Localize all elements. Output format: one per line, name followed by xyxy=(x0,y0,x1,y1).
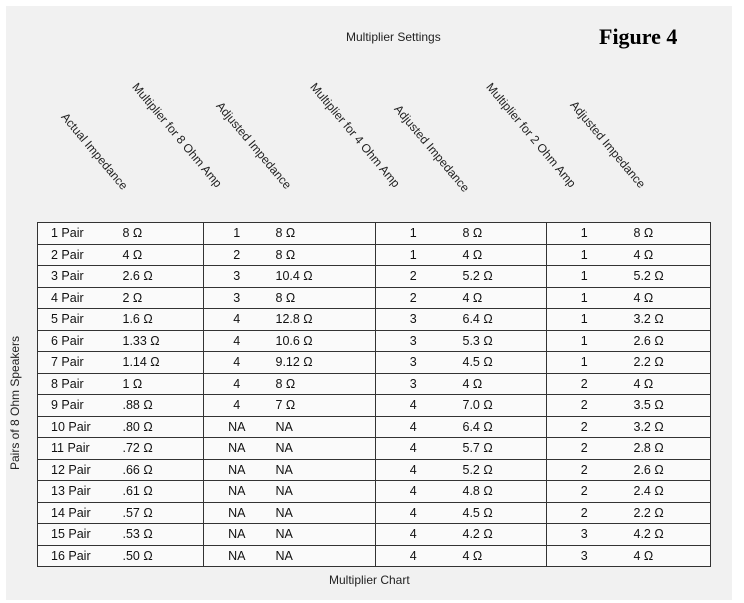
table-row xyxy=(38,330,711,352)
multiplier-8-ohm-cell: NA xyxy=(204,545,270,567)
header-multiplier-8-ohm: Multiplier for 8 Ohm Amp xyxy=(129,80,225,191)
adjusted-impedance-8-ohm-cell: NA xyxy=(270,481,376,503)
pair-count-cell: 8 Pair xyxy=(38,373,117,395)
adjusted-impedance-4-ohm-cell: 4 Ω xyxy=(451,287,547,309)
table-row xyxy=(38,352,711,374)
adjusted-impedance-8-ohm-cell: 7 Ω xyxy=(270,395,376,417)
adjusted-impedance-8-ohm-cell: 8 Ω xyxy=(270,287,376,309)
adjusted-impedance-2-ohm-cell: 8 Ω xyxy=(622,223,711,245)
adjusted-impedance-4-ohm-cell: 5.2 Ω xyxy=(451,266,547,288)
multiplier-8-ohm-cell: 4 xyxy=(204,309,270,331)
table-row xyxy=(38,223,711,245)
pair-count-cell: 16 Pair xyxy=(38,545,117,567)
table-row xyxy=(38,287,711,309)
actual-impedance-cell: .88 Ω xyxy=(117,395,204,417)
adjusted-impedance-4-ohm-cell: 6.4 Ω xyxy=(451,416,547,438)
actual-impedance-cell: .66 Ω xyxy=(117,459,204,481)
adjusted-impedance-8-ohm-cell: NA xyxy=(270,416,376,438)
pair-count-cell: 11 Pair xyxy=(38,438,117,460)
multiplier-2-ohm-cell: 2 xyxy=(547,481,622,503)
pair-count-cell: 12 Pair xyxy=(38,459,117,481)
chart-caption: Multiplier Chart xyxy=(329,573,410,587)
multiplier-4-ohm-cell: 4 xyxy=(376,502,451,524)
multiplier-4-ohm-cell: 3 xyxy=(376,309,451,331)
figure-label: Figure 4 xyxy=(599,24,678,49)
multiplier-8-ohm-cell: 2 xyxy=(204,244,270,266)
multiplier-4-ohm-cell: 4 xyxy=(376,459,451,481)
adjusted-impedance-8-ohm-cell: 8 Ω xyxy=(270,373,376,395)
table-row xyxy=(38,459,711,481)
pair-count-cell: 9 Pair xyxy=(38,395,117,417)
multiplier-8-ohm-cell: NA xyxy=(204,481,270,503)
multiplier-4-ohm-cell: 4 xyxy=(376,438,451,460)
adjusted-impedance-8-ohm-cell: 9.12 Ω xyxy=(270,352,376,374)
adjusted-impedance-4-ohm-cell: 7.0 Ω xyxy=(451,395,547,417)
table-row xyxy=(38,416,711,438)
multiplier-8-ohm-cell: NA xyxy=(204,502,270,524)
multiplier-8-ohm-cell: 3 xyxy=(204,287,270,309)
adjusted-impedance-4-ohm-cell: 4.8 Ω xyxy=(451,481,547,503)
multiplier-table xyxy=(37,222,711,567)
pair-count-cell: 4 Pair xyxy=(38,287,117,309)
table-row xyxy=(38,481,711,503)
actual-impedance-cell: 1.33 Ω xyxy=(117,330,204,352)
table-row xyxy=(38,244,711,266)
table-row xyxy=(38,266,711,288)
multiplier-2-ohm-cell: 2 xyxy=(547,395,622,417)
adjusted-impedance-8-ohm-cell: 12.8 Ω xyxy=(270,309,376,331)
multiplier-4-ohm-cell: 1 xyxy=(376,223,451,245)
table-row xyxy=(38,438,711,460)
adjusted-impedance-2-ohm-cell: 2.2 Ω xyxy=(622,352,711,374)
adjusted-impedance-8-ohm-cell: NA xyxy=(270,545,376,567)
adjusted-impedance-4-ohm-cell: 4 Ω xyxy=(451,545,547,567)
multiplier-8-ohm-cell: NA xyxy=(204,459,270,481)
actual-impedance-cell: 2 Ω xyxy=(117,287,204,309)
actual-impedance-cell: 4 Ω xyxy=(117,244,204,266)
adjusted-impedance-4-ohm-cell: 5.2 Ω xyxy=(451,459,547,481)
adjusted-impedance-2-ohm-cell: 3.2 Ω xyxy=(622,309,711,331)
actual-impedance-cell: 1.6 Ω xyxy=(117,309,204,331)
adjusted-impedance-2-ohm-cell: 4 Ω xyxy=(622,373,711,395)
multiplier-2-ohm-cell: 2 xyxy=(547,459,622,481)
adjusted-impedance-2-ohm-cell: 3.2 Ω xyxy=(622,416,711,438)
adjusted-impedance-4-ohm-cell: 4 Ω xyxy=(451,244,547,266)
multiplier-2-ohm-cell: 1 xyxy=(547,330,622,352)
header-adjusted-impedance-2-ohm: Adjusted Impedance xyxy=(567,98,649,191)
pair-count-cell: 10 Pair xyxy=(38,416,117,438)
pair-count-cell: 6 Pair xyxy=(38,330,117,352)
multiplier-2-ohm-cell: 1 xyxy=(547,266,622,288)
multiplier-8-ohm-cell: 3 xyxy=(204,266,270,288)
table-row xyxy=(38,395,711,417)
pair-count-cell: 7 Pair xyxy=(38,352,117,374)
pair-count-cell: 14 Pair xyxy=(38,502,117,524)
adjusted-impedance-8-ohm-cell: NA xyxy=(270,524,376,546)
pair-count-cell: 2 Pair xyxy=(38,244,117,266)
multiplier-8-ohm-cell: NA xyxy=(204,524,270,546)
multiplier-2-ohm-cell: 2 xyxy=(547,438,622,460)
multiplier-4-ohm-cell: 4 xyxy=(376,545,451,567)
adjusted-impedance-4-ohm-cell: 4.2 Ω xyxy=(451,524,547,546)
table-row xyxy=(38,373,711,395)
table-row xyxy=(38,502,711,524)
multiplier-2-ohm-cell: 2 xyxy=(547,373,622,395)
adjusted-impedance-2-ohm-cell: 4.2 Ω xyxy=(622,524,711,546)
multiplier-8-ohm-cell: NA xyxy=(204,438,270,460)
multiplier-2-ohm-cell: 1 xyxy=(547,244,622,266)
adjusted-impedance-8-ohm-cell: 8 Ω xyxy=(270,223,376,245)
actual-impedance-cell: .53 Ω xyxy=(117,524,204,546)
multiplier-2-ohm-cell: 3 xyxy=(547,545,622,567)
header-adjusted-impedance-4-ohm: Adjusted Impedance xyxy=(391,102,473,195)
pair-count-cell: 3 Pair xyxy=(38,266,117,288)
adjusted-impedance-2-ohm-cell: 3.5 Ω xyxy=(622,395,711,417)
adjusted-impedance-2-ohm-cell: 2.6 Ω xyxy=(622,330,711,352)
multiplier-4-ohm-cell: 4 xyxy=(376,416,451,438)
adjusted-impedance-8-ohm-cell: NA xyxy=(270,459,376,481)
multiplier-2-ohm-cell: 1 xyxy=(547,287,622,309)
header-multiplier-4-ohm: Multiplier for 4 Ohm Amp xyxy=(307,80,403,191)
header-actual-impedance: Actual Impedance xyxy=(58,110,131,193)
actual-impedance-cell: 1.14 Ω xyxy=(117,352,204,374)
table-row xyxy=(38,545,711,567)
actual-impedance-cell: 1 Ω xyxy=(117,373,204,395)
multiplier-2-ohm-cell: 1 xyxy=(547,223,622,245)
pair-count-cell: 13 Pair xyxy=(38,481,117,503)
pair-count-cell: 5 Pair xyxy=(38,309,117,331)
adjusted-impedance-2-ohm-cell: 2.4 Ω xyxy=(622,481,711,503)
actual-impedance-cell: .57 Ω xyxy=(117,502,204,524)
actual-impedance-cell: 8 Ω xyxy=(117,223,204,245)
multiplier-4-ohm-cell: 2 xyxy=(376,266,451,288)
actual-impedance-cell: .72 Ω xyxy=(117,438,204,460)
multiplier-2-ohm-cell: 2 xyxy=(547,416,622,438)
multiplier-4-ohm-cell: 2 xyxy=(376,287,451,309)
adjusted-impedance-2-ohm-cell: 4 Ω xyxy=(622,287,711,309)
adjusted-impedance-2-ohm-cell: 2.6 Ω xyxy=(622,459,711,481)
multiplier-8-ohm-cell: 1 xyxy=(204,223,270,245)
adjusted-impedance-8-ohm-cell: 8 Ω xyxy=(270,244,376,266)
multiplier-2-ohm-cell: 1 xyxy=(547,352,622,374)
pair-count-cell: 15 Pair xyxy=(38,524,117,546)
adjusted-impedance-4-ohm-cell: 8 Ω xyxy=(451,223,547,245)
adjusted-impedance-8-ohm-cell: NA xyxy=(270,502,376,524)
multiplier-4-ohm-cell: 4 xyxy=(376,395,451,417)
header-multiplier-2-ohm: Multiplier for 2 Ohm Amp xyxy=(483,80,579,191)
row-axis-label: Pairs of 8 Ohm Speakers xyxy=(8,335,22,470)
multiplier-2-ohm-cell: 2 xyxy=(547,502,622,524)
multiplier-2-ohm-cell: 3 xyxy=(547,524,622,546)
multiplier-4-ohm-cell: 3 xyxy=(376,330,451,352)
multiplier-4-ohm-cell: 4 xyxy=(376,524,451,546)
multiplier-4-ohm-cell: 1 xyxy=(376,244,451,266)
adjusted-impedance-2-ohm-cell: 2.8 Ω xyxy=(622,438,711,460)
settings-title: Multiplier Settings xyxy=(346,30,441,44)
table-body xyxy=(38,223,711,567)
adjusted-impedance-2-ohm-cell: 4 Ω xyxy=(622,545,711,567)
multiplier-4-ohm-cell: 4 xyxy=(376,481,451,503)
adjusted-impedance-2-ohm-cell: 5.2 Ω xyxy=(622,266,711,288)
multiplier-4-ohm-cell: 3 xyxy=(376,352,451,374)
multiplier-8-ohm-cell: 4 xyxy=(204,330,270,352)
table-row xyxy=(38,524,711,546)
adjusted-impedance-4-ohm-cell: 4.5 Ω xyxy=(451,352,547,374)
adjusted-impedance-8-ohm-cell: NA xyxy=(270,438,376,460)
multiplier-2-ohm-cell: 1 xyxy=(547,309,622,331)
table-row xyxy=(38,309,711,331)
adjusted-impedance-2-ohm-cell: 2.2 Ω xyxy=(622,502,711,524)
actual-impedance-cell: .50 Ω xyxy=(117,545,204,567)
multiplier-8-ohm-cell: 4 xyxy=(204,352,270,374)
adjusted-impedance-4-ohm-cell: 5.3 Ω xyxy=(451,330,547,352)
adjusted-impedance-4-ohm-cell: 6.4 Ω xyxy=(451,309,547,331)
multiplier-4-ohm-cell: 3 xyxy=(376,373,451,395)
adjusted-impedance-8-ohm-cell: 10.4 Ω xyxy=(270,266,376,288)
pair-count-cell: 1 Pair xyxy=(38,223,117,245)
actual-impedance-cell: .61 Ω xyxy=(117,481,204,503)
adjusted-impedance-4-ohm-cell: 4.5 Ω xyxy=(451,502,547,524)
actual-impedance-cell: .80 Ω xyxy=(117,416,204,438)
header-adjusted-impedance-8-ohm: Adjusted Impedance xyxy=(213,99,295,192)
actual-impedance-cell: 2.6 Ω xyxy=(117,266,204,288)
adjusted-impedance-2-ohm-cell: 4 Ω xyxy=(622,244,711,266)
multiplier-8-ohm-cell: 4 xyxy=(204,395,270,417)
adjusted-impedance-4-ohm-cell: 4 Ω xyxy=(451,373,547,395)
adjusted-impedance-4-ohm-cell: 5.7 Ω xyxy=(451,438,547,460)
multiplier-8-ohm-cell: 4 xyxy=(204,373,270,395)
multiplier-8-ohm-cell: NA xyxy=(204,416,270,438)
adjusted-impedance-8-ohm-cell: 10.6 Ω xyxy=(270,330,376,352)
